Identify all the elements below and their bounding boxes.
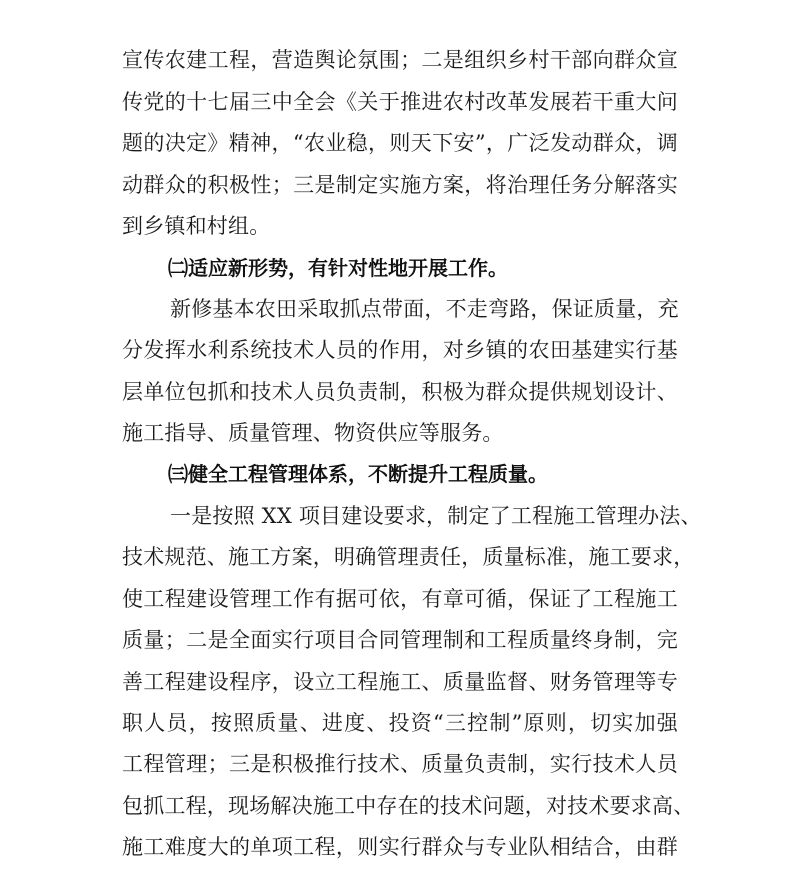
text-line: 分发挥水利系统技术人员的作用，对乡镇的农田基建实行基	[122, 338, 678, 362]
text-line: 施工难度大的单项工程，则实行群众与专业队相结合，由群	[122, 835, 678, 859]
text-line: 传党的十七届三中全会《关于推进农村改革发展若干重大问	[122, 90, 678, 114]
text-line: 一是按照 XX 项目建设要求，制定了工程施工管理办法、	[170, 504, 702, 528]
text-line: 工程管理；三是积极推行技术、质量负责制，实行技术人员	[122, 752, 678, 776]
text-line: 善工程建设程序，设立工程施工、质量监督、财务管理等专	[122, 670, 678, 694]
text-line: 题的决定》精神，“农业稳，则天下安”，广泛发动群众，调	[122, 131, 678, 155]
text-line: 质量；二是全面实行项目合同管理制和工程质量终身制，完	[122, 628, 678, 652]
section-heading: ㈡适应新形势，有针对性地开展工作。	[168, 256, 508, 280]
text-line: 动群众的积极性；三是制定实施方案，将治理任务分解落实	[122, 173, 678, 197]
text-line: 施工指导、质量管理、物资供应等服务。	[122, 421, 504, 445]
text-line: 层单位包抓和技术人员负责制，积极为群众提供规划设计、	[122, 380, 678, 404]
section-heading: ㈢健全工程管理体系，不断提升工程质量。	[168, 462, 548, 486]
text-line: 宣传农建工程，营造舆论氛围；二是组织乡村干部向群众宣	[122, 48, 678, 72]
text-line: 到乡镇和村组。	[122, 214, 271, 238]
text-line: 新修基本农田采取抓点带面，不走弯路，保证质量，充	[170, 297, 679, 321]
text-line: 职人员，按照质量、进度、投资“三控制”原则，切实加强	[122, 711, 678, 735]
text-line: 技术规范、施工方案，明确管理责任，质量标准，施工要求，	[122, 545, 695, 569]
text-line: 使工程建设管理工作有据可依，有章可循，保证了工程施工	[122, 587, 678, 611]
text-line: 包抓工程，现场解决施工中存在的技术问题，对技术要求高、	[122, 794, 695, 818]
